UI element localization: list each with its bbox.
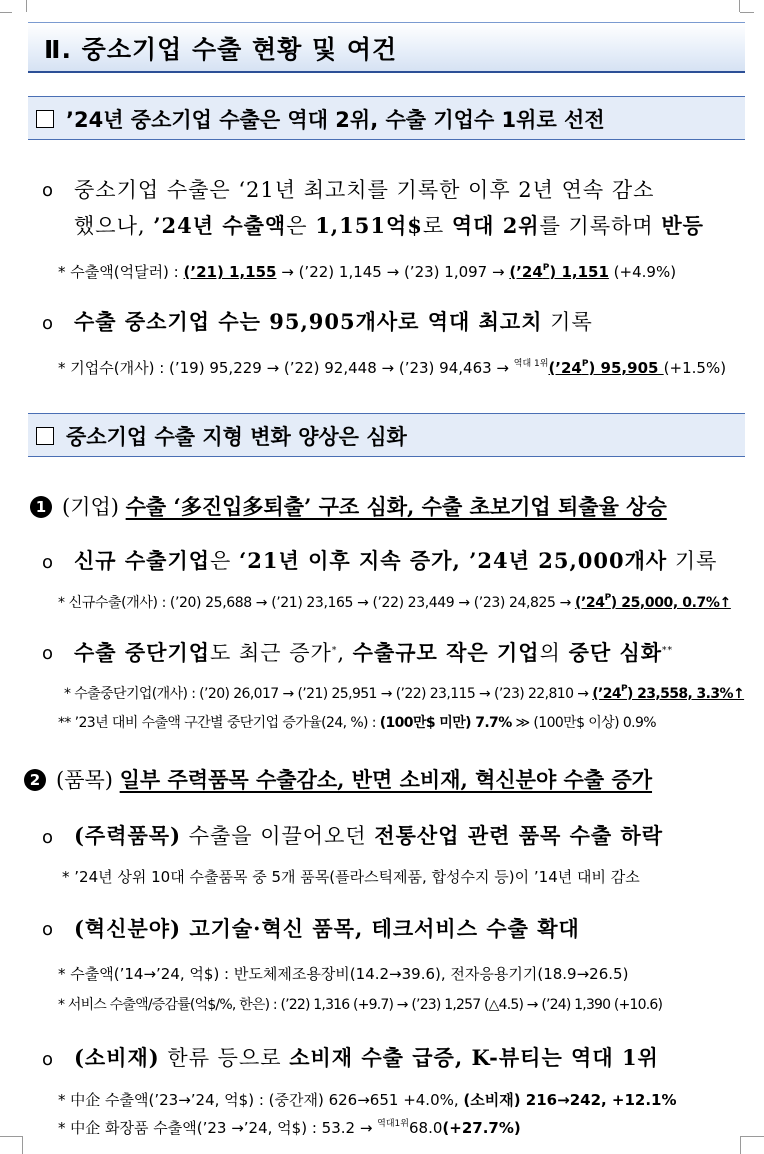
paragraph-line: 수출 중단기업도 최근 증가*, 수출규모 작은 기업의 중단 심화** bbox=[74, 640, 674, 665]
footnote: * ’24년 상위 10대 수출품목 중 5개 품목(플라스틱제품, 합성수지 등)이 ’14년 대비 감소 bbox=[62, 868, 640, 886]
paragraph-line: (혁신분야) 고기술·혁신 품목, 테크서비스 수출 확대 bbox=[74, 916, 580, 941]
page-title-bar bbox=[28, 22, 745, 73]
paragraph-line: (주력품목) 수출을 이끌어오던 전통산업 관련 품목 수출 하락 bbox=[74, 823, 664, 848]
circle-bullet-icon: o bbox=[42, 552, 54, 573]
circle-bullet-icon: o bbox=[42, 643, 54, 664]
paragraph-line: 수출 중소기업 수는 95,905개사로 역대 최고치 기록 bbox=[74, 309, 593, 334]
footnote: * 수출액(’14→’24, 억$) : 반도체제조용장비(14.2→39.6), 전자응용기기(18.9→26.5) bbox=[58, 965, 629, 983]
circle-bullet-icon: o bbox=[42, 1049, 54, 1070]
checkbox-square-icon bbox=[36, 427, 54, 445]
footnote: * 신규수출(개사) : (’20) 25,688 → (’21) 23,165 → (’22) 23,449 → (’23) $24,825 \to (’24^P)$ 25,000, 0.7%↑ bbox=[58, 593, 731, 611]
footnote: * 수출중단기업(개사) : (’20) 26,017 → (’21) 25,951 → (’22) 23,115 → (’23) $22,810 \to (’24^P)$ 23,558, 3.3%↑ bbox=[64, 684, 745, 702]
subheading-2: 2 (품목) 일부 주력품목 수출감소, 반면 소비재, 혁신분야 수출 증가 bbox=[24, 764, 652, 794]
page-title: Ⅱ. 중소기업 수출 현황 및 여건 bbox=[44, 35, 398, 64]
paragraph-line: 했으나, ’24년 수출액은 1,151억$로 역대 2위를 기록하며 반등 bbox=[74, 213, 704, 238]
section-title: 중소기업 수출 지형 변화 양상은 심화 bbox=[66, 425, 407, 449]
footnote: * 기업수(개사) : (’19) 95,229 → (’22) 92,448 → (’23) $94,463 \to ^{역대 1위}(’24^P)$ 95,905 (+1.5%) bbox=[58, 359, 727, 377]
footnote: * 수출액(억달러) : (’21) 1,155 → (’22) 1,145 → (’23) $1,097 \to (’24^P)$ 1,151 (+4.9%) bbox=[58, 263, 677, 281]
section-header-2 bbox=[28, 413, 745, 457]
footnote: ** ’23년 대비 수출액 구간별 중단기업 증가율(24, %) : (100만$ 미만) 7.7% ≫ (100만$ 이상) 0.9% bbox=[58, 715, 656, 731]
checkbox-square-icon bbox=[36, 110, 54, 128]
section-header-1 bbox=[28, 96, 745, 140]
number-1-icon: 1 bbox=[30, 496, 52, 518]
circle-bullet-icon: o bbox=[42, 827, 54, 848]
paragraph-line: (소비재) 한류 등으로 소비재 수출 급증, K-뷰티는 역대 1위 bbox=[74, 1045, 659, 1070]
footnote: * 中企 수출액(’23→’24, 억$) : (중간재) 626→651 +4.0%, (소비재) 216→242, +12.1% bbox=[58, 1091, 677, 1109]
subheading-1: 1 (기업) 수출 ‘多진입多퇴출’ 구조 심화, 수출 초보기업 퇴출율 상승 bbox=[30, 491, 667, 521]
paragraph-line: 신규 수출기업은 ‘21년 이후 지속 증가, ’24년 25,000개사 기록 bbox=[74, 548, 718, 573]
footnote: * 中企 화장품 수출액(’23 →’24, 억$) : 53.2 → $^{역대1위}$68.0(+27.7%) bbox=[58, 1119, 521, 1137]
circle-bullet-icon: o bbox=[42, 313, 54, 334]
paragraph-line: 중소기업 수출은 ‘21년 최고치를 기록한 이후 2년 연속 감소 bbox=[74, 178, 655, 202]
section-title: ’24년 중소기업 수출은 역대 2위, 수출 기업수 1위로 선전 bbox=[66, 108, 605, 132]
footnote: * 서비스 수출액/증감률(억$/%, 한은) : (’22) 1,316 (+9.7) → (’23) 1,257 (△4.5) → (’24) 1,390 (+10.6) bbox=[58, 997, 663, 1013]
circle-bullet-icon: o bbox=[42, 180, 54, 201]
circle-bullet-icon: o bbox=[42, 919, 54, 940]
number-2-icon: 2 bbox=[24, 769, 46, 791]
